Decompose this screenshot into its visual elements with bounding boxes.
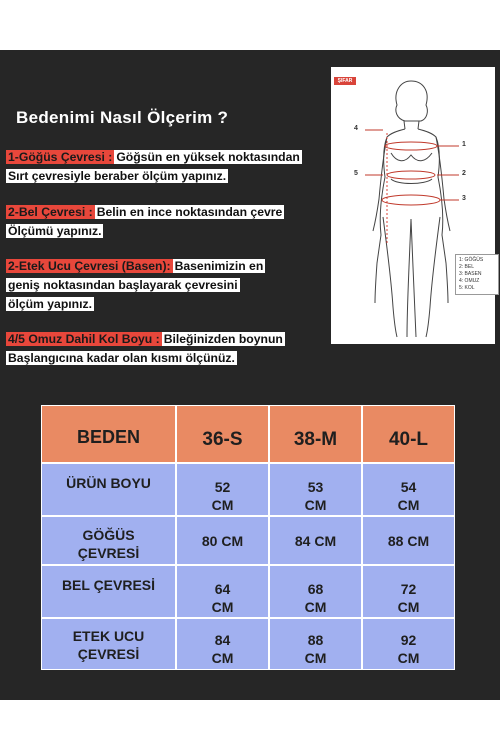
header-size: 36-S	[176, 405, 269, 463]
table-row	[41, 516, 455, 565]
marker-1: 1	[462, 141, 466, 148]
instruction-hip	[6, 257, 332, 314]
instruction-lead: 4/5 Omuz Dahil Kol Boyu :	[8, 332, 160, 346]
header-beden: BEDEN	[41, 405, 176, 463]
instruction-lead: 2-Etek Ucu Çevresi (Basen):	[8, 259, 171, 273]
legend-item: 4: OMUZ	[459, 278, 480, 284]
row-label: GÖĞÜS ÇEVRESİ	[41, 516, 176, 565]
table-row	[41, 463, 455, 516]
table-cell: 84 CM	[176, 618, 269, 670]
instruction-text: Ölçümü yapınız.	[8, 224, 102, 238]
table-header-row	[41, 405, 455, 463]
instruction-lead: 2-Bel Çevresi :	[8, 205, 93, 219]
instruction-text: Belin en ince noktasından çevre	[96, 205, 283, 219]
table-cell: 88 CM	[269, 618, 362, 670]
header-size: 38-M	[269, 405, 362, 463]
legend-item: 3: BASEN	[459, 271, 482, 277]
table-cell: 52 CM	[176, 463, 269, 516]
marker-4: 4	[354, 125, 358, 132]
instruction-text: Basenimizin en	[174, 259, 264, 273]
table-cell: 64 CM	[176, 565, 269, 618]
body-outline-illustration	[331, 67, 495, 344]
instruction-lead: 1-Göğüs Çevresi :	[8, 150, 113, 164]
brand-logo: ŞIFAR	[334, 77, 356, 85]
row-label: ÜRÜN BOYU	[41, 463, 176, 516]
instruction-text: Bileğinizden boynun	[163, 332, 283, 346]
marker-2: 2	[462, 170, 466, 177]
table-cell: 54 CM	[362, 463, 455, 516]
size-chart-table	[41, 405, 455, 670]
table-row	[41, 565, 455, 618]
legend-item: 1: GÖĞÜS	[459, 257, 484, 263]
table-cell: 68 CM	[269, 565, 362, 618]
table-cell: 88 CM	[362, 516, 455, 565]
row-label: ETEK UCU ÇEVRESİ	[41, 618, 176, 670]
instruction-text: Başlangıcına kadar olan kısmı ölçünüz.	[8, 351, 235, 365]
header-size: 40-L	[362, 405, 455, 463]
legend-item: 2: BEL	[459, 264, 475, 270]
table-row	[41, 618, 455, 670]
instruction-sleeve	[6, 330, 332, 368]
instruction-text: ölçüm yapınız.	[8, 297, 92, 311]
instruction-chest	[6, 148, 332, 186]
table-cell: 53 CM	[269, 463, 362, 516]
marker-5: 5	[354, 170, 358, 177]
instruction-text: geniş noktasından başlayarak çevresini	[8, 278, 238, 292]
page-title: Bedenimi Nasıl Ölçerim ?	[16, 108, 229, 127]
instruction-waist	[6, 203, 332, 241]
figure-legend	[455, 254, 499, 295]
marker-3: 3	[462, 195, 466, 202]
table-cell: 84 CM	[269, 516, 362, 565]
legend-item: 5: KOL	[459, 285, 475, 291]
instruction-text: Sırt çevresiyle beraber ölçüm yapınız.	[8, 169, 227, 183]
table-cell: 92 CM	[362, 618, 455, 670]
table-cell: 72 CM	[362, 565, 455, 618]
table-cell: 80 CM	[176, 516, 269, 565]
measurement-figure	[331, 67, 495, 344]
instruction-text: Göğsün en yüksek noktasından	[116, 150, 300, 164]
row-label: BEL ÇEVRESİ	[41, 565, 176, 618]
